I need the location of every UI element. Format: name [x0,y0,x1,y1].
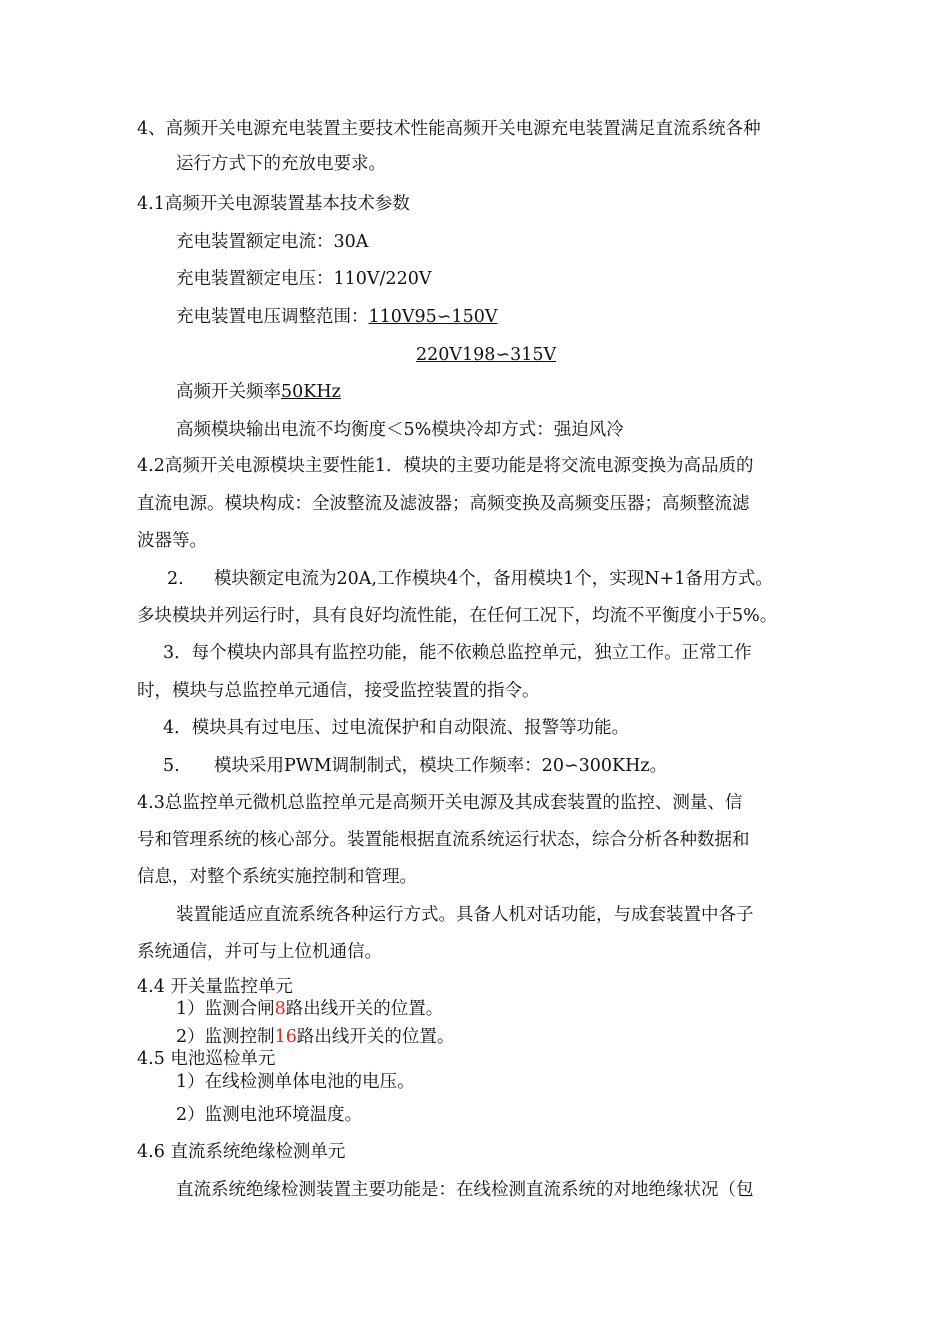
section-4-4-heading: 4.4 开关量监控单元 [137,977,293,997]
section-4-line-2: 运行方式下的充放电要求。 [176,154,386,174]
rated-voltage: 充电装置额定电压：110V/220V [176,269,432,289]
voltage-range-220: 220V198∽315V [416,345,557,365]
voltage-range-label: 充电装置电压调整范围： [176,307,369,327]
section-4-1-heading: 4.1高频开关电源装置基本技术参数 [137,194,410,214]
section-4-2-line-1: 4.2高频开关电源模块主要性能1．模块的主要功能是将交流电源变换为高品质的 [137,456,754,476]
section-4-2-line-3: 波器等。 [137,531,207,551]
item-3-line-1: 3．每个模块内部具有监控功能，能不依赖总监控单元，独立工作。正常工作 [163,643,752,663]
voltage-range-line [176,306,498,328]
switching-frequency-label: 高频开关频率 [176,382,281,402]
item-5-number: 5. [163,756,180,776]
item-2-number: 2. [167,569,184,589]
item-1-count: 8 [274,999,286,1019]
section-4-5-heading: 4.5 电池巡检单元 [137,1049,276,1069]
section-4-3-line-5: 系统通信，并可与上位机通信。 [137,942,382,962]
item-2-count: 16 [274,1027,297,1047]
current-balance-cooling: 高频模块输出电流不均衡度＜5%模块冷却方式：强迫风冷 [176,420,624,440]
item-1-suffix: 路出线开关的位置。 [285,999,444,1019]
section-4-5-item-1: 1）在线检测单体电池的电压。 [176,1072,415,1092]
section-4-5-item-2: 2）监测电池环境温度。 [176,1105,363,1125]
switching-frequency-value: 50KHz [281,382,341,402]
voltage-range-110: 110V95∽150V [368,307,498,327]
item-1-prefix: 1）监测合闸 [176,999,275,1019]
section-4-6-line-1: 直流系统绝缘检测装置主要功能是：在线检测直流系统的对地绝缘状况（包 [176,1180,754,1200]
section-4-line-1: 4、高频开关电源充电装置主要技术性能高频开关电源充电装置满足直流系统各种 [137,119,761,139]
item-3-line-2: 时，模块与总监控单元通信，接受监控装置的指令。 [137,681,540,701]
section-4-4-item-1 [176,998,443,1020]
item-5-text: 模块采用PWM调制制式，模块工作频率：20∽300KHz。 [214,756,668,776]
switching-frequency-line [176,381,341,403]
section-4-3-line-3: 信息，对整个系统实施控制和管理。 [137,867,417,887]
item-2-prefix: 2）监测控制 [176,1027,275,1047]
section-4-2-line-2: 直流电源。模块构成：全波整流及滤波器；高频变换及高频变压器；高频整流滤 [137,494,750,514]
item-2-suffix: 路出线开关的位置。 [296,1027,455,1047]
section-4-3-line-1: 4.3总监控单元微机总监控单元是高频开关电源及其成套装置的监控、测量、信 [137,793,743,813]
item-2-text: 模块额定电流为20A,工作模块4个，备用模块1个，实现N+1备用方式。 [214,569,773,589]
section-4-6-heading: 4.6 直流系统绝缘检测单元 [137,1142,346,1162]
item-2-continuation: 多块模块并列运行时，具有良好均流性能，在任何工况下，均流不平衡度小于5%。 [137,606,778,626]
section-4-3-line-2: 号和管理系统的核心部分。装置能根据直流系统运行状态，综合分析各种数据和 [137,830,750,850]
item-4: 4．模块具有过电压、过电流保护和自动限流、报警等功能。 [163,718,630,738]
section-4-3-line-4: 装置能适应直流系统各种运行方式。具备人机对话功能，与成套装置中各子 [176,905,754,925]
section-4-4-item-2 [176,1026,454,1048]
rated-current: 充电装置额定电流：30A [176,232,369,252]
